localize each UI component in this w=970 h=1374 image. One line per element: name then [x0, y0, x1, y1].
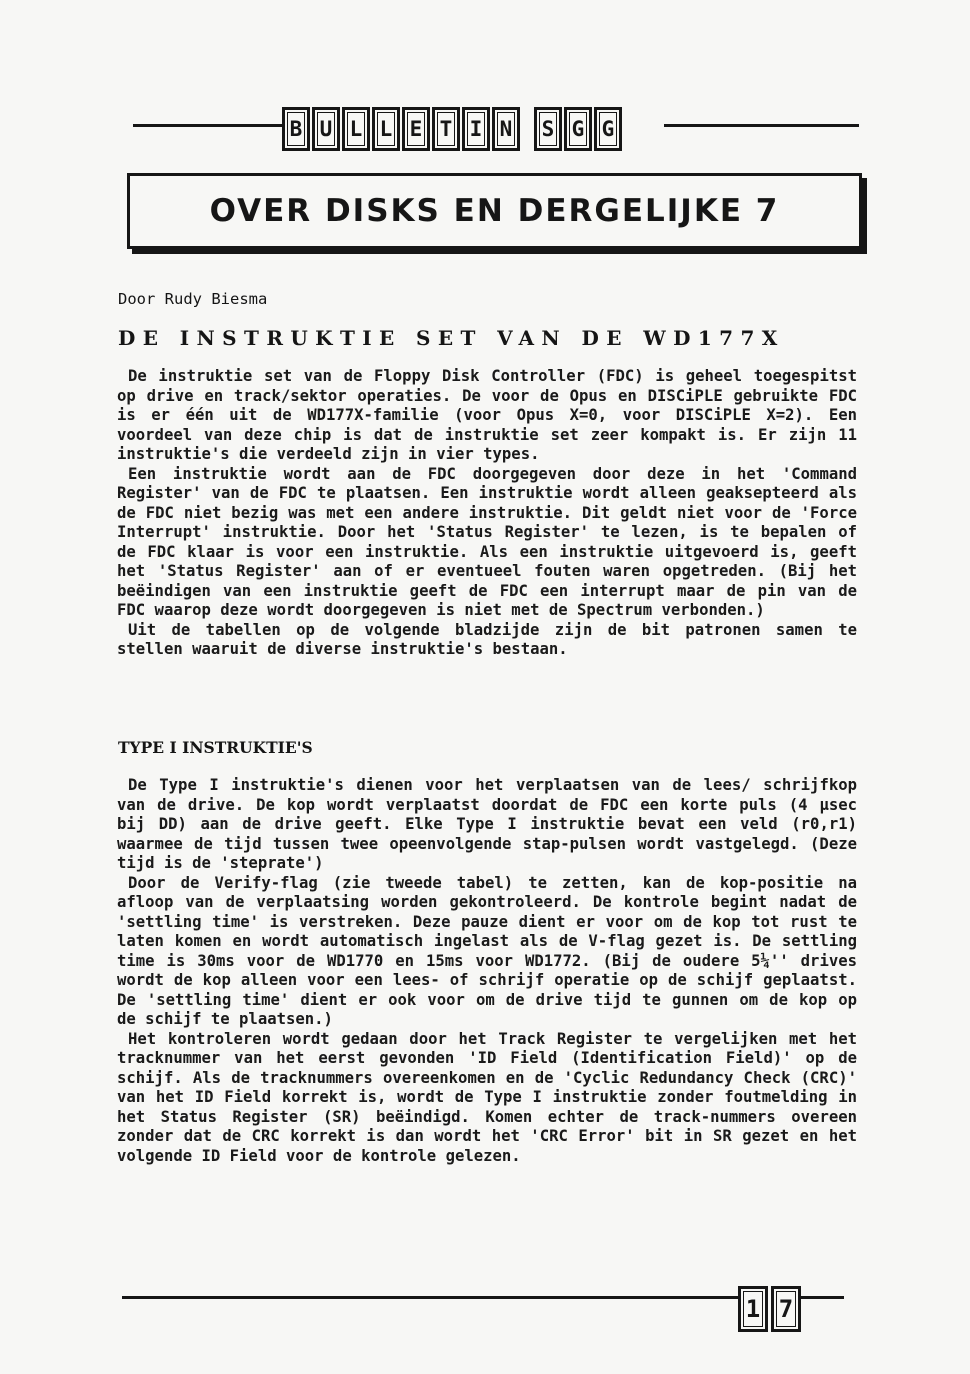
byline: Door Rudy Biesma: [118, 290, 268, 308]
intro-text: [117, 367, 857, 660]
banner-letter: L: [372, 107, 400, 151]
paragraph: Door de Verify-flag (zie tweede tabel) te zetten, kan de kop-positie na afloop van de verplaatsing worden gekontroleerd. De kontrole begint nadat de 'settling time' is verstreken. Deze pauze dient er voor om de kop tot rust te laten komen en wordt automatisch ingelast als de V-flag gezet is. De settling time is 30ms voor de WD1770 en 15ms voor WD1772. (Bij de oudere 5¼'' drives wordt de kop alleen voor een lees- of schrijf operatie op de schijf geplaatst. De 'settling time' dient er ook voor om de drive tijd te gunnen om de kop op de schijf te plaatsen.): [117, 873, 857, 1028]
footer-rule-right: [798, 1296, 844, 1299]
bulletin-banner: [282, 107, 622, 151]
banner-space: [522, 107, 532, 145]
page-digit: 7: [771, 1286, 801, 1332]
paragraph: De instruktie set van de Floppy Disk Controller (FDC) is geheel toegespitst op drive en track/sektor operaties. De voor de Opus en DISCiPLE gebruikte FDC is er één uit de WD177X-familie (voor Opus X=0, voor DISCiPLE X=2). Een voordeel van deze chip is dat de instruktie set zeer kompakt is. Er zijn 11 instruktie's die verdeeld zijn in vier types.: [117, 367, 857, 463]
banner-letter: S: [534, 107, 562, 151]
paragraph: Uit de tabellen op de volgende bladzijde zijn de bit patronen samen te stellen waaruit de diverse instruktie's bestaan.: [117, 620, 857, 658]
footer-rule-left: [122, 1296, 740, 1299]
banner-letter: I: [462, 107, 490, 151]
page-number: [738, 1286, 801, 1332]
paragraph: Een instruktie wordt aan de FDC doorgegeven door deze in het 'Command Register' van de FDC te plaatsen. Een instruktie wordt alleen geaksepteerd als de FDC niet bezig was met een andere instruktie. Dit geldt niet voor de 'Force Interrupt' instruktie. Door het 'Status Register' te lezen, is te bepalen of de FDC klaar is voor een instruktie. Als een instruktie uitgevoerd is, geeft het 'Status Register' aan of er eventueel fouten waren opgetreden. (Bij het beëindigen van een instruktie geeft de FDC een interrupt maar de pin van de FDC waarop deze wordt doorgegeven is niet met de Spectrum verbonden.): [117, 464, 857, 619]
subsection-title: TYPE I INSTRUKTIE'S: [118, 738, 313, 757]
title-box: [127, 173, 862, 249]
banner-letter: U: [312, 107, 340, 151]
paragraph: De Type I instruktie's dienen voor het verplaatsen van de lees/ schrijfkop van de drive. De kop wordt verplaatst doordat de FDC een korte puls (4 µsec bij DD) aan de drive geeft. Elke Type I instruktie bevat een veld (r0,r1) waarmee de tijd tussen twee opeenvolgende stap-pulsen wordt vastgelegd. (Deze tijd is de 'steprate'): [117, 776, 857, 872]
banner-letter: E: [402, 107, 430, 151]
section-title: DE INSTRUKTIE SET VAN DE WD177X: [118, 326, 785, 350]
type1-text: [117, 776, 857, 1166]
header-rule-right: [664, 124, 859, 127]
paragraph: Het kontroleren wordt gedaan door het Track Register te vergelijken met het tracknummer van het eerst gevonden 'ID Field (Identification Field)' op de schijf. Als de tracknummers overeenkomen en de 'Cyclic Redundancy Check (CRC)' van het ID Field korrekt is, wordt de Type I instruktie zonder foutmelding in het Status Register (SR) beëindigd. Komen echter de track-nummers overeen zonder dat de CRC korrekt is dan wordt het 'CRC Error' bit in SR gezet en het volgende ID Field voor de kontrole gelezen.: [117, 1029, 857, 1165]
page-digit: 1: [738, 1286, 768, 1332]
page-title: OVER DISKS EN DERGELIJKE 7: [209, 193, 780, 229]
banner-letter: B: [282, 107, 310, 151]
banner-letter: T: [432, 107, 460, 151]
banner-letter: N: [492, 107, 520, 151]
header-rule-left: [133, 124, 283, 127]
banner-letter: L: [342, 107, 370, 151]
banner-letter: G: [594, 107, 622, 151]
banner-letter: G: [564, 107, 592, 151]
